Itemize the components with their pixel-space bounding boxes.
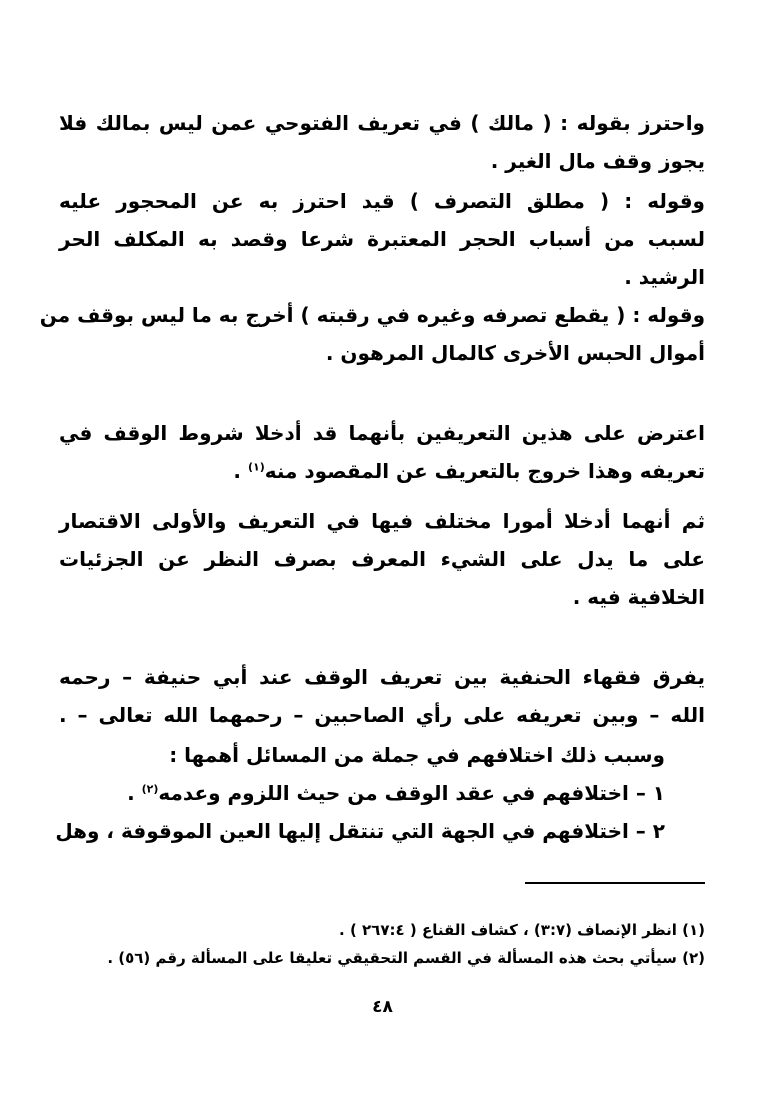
body-text: .: [127, 781, 142, 805]
list-item: [59, 778, 665, 808]
body-text: تعريفه وهذا خروج بالتعريف عن المقصود منه: [264, 459, 705, 483]
body-line: يفرق فقهاء الحنفية بين تعريف الوقف عند أبي حنيفة – رحمه: [59, 665, 705, 689]
body-line: ثم أنهما أدخلا أمورا مختلف فيها في التعريف والأولى الاقتصار: [59, 509, 705, 533]
footnote-ref: (٢): [141, 782, 159, 796]
footnote-separator: [525, 882, 705, 884]
body-line: واحترز بقوله : ( مالك ) في تعريف الفتوحي عمن ليس بمالك فلا: [59, 111, 705, 135]
body-line: يجوز وقف مال الغير .: [490, 149, 705, 173]
body-line: أموال الحبس الأخرى كالمال المرهون .: [325, 341, 705, 365]
body-line: لسبب من أسباب الحجر المعتبرة شرعا وقصد به المكلف الحر: [59, 227, 705, 251]
list-item: ٢ – اختلافهم في الجهة التي تنتقل إليها العين الموقوفة ، وهل: [55, 819, 665, 843]
body-line: على ما يدل على الشيء المعرف بصرف النظر عن الجزئيات: [59, 547, 705, 571]
body-text: ١ – اختلافهم في عقد الوقف من حيث اللزوم وعدمه: [158, 781, 665, 805]
body-line: الخلافية فيه .: [572, 585, 705, 609]
footnote: (١) انظر الإنصاف (٣:٧) ، كشاف القناع ( ٢٦٧:٤ ) .: [339, 921, 705, 939]
footnote-ref: (١): [247, 460, 265, 474]
body-line: الله – وبين تعريفه على رأي الصاحبين – رحمهما الله تعالى – .: [59, 703, 705, 727]
body-line: [59, 456, 705, 486]
body-text: .: [233, 459, 248, 483]
body-line: اعترض على هذين التعريفين بأنهما قد أدخلا شروط الوقف في: [59, 421, 705, 445]
body-line: وقوله : ( مطلق التصرف ) قيد احترز به عن المحجور عليه: [59, 189, 705, 213]
body-line: وسبب ذلك اختلافهم في جملة من المسائل أهمها :: [169, 743, 665, 767]
page-number: ٤٨: [372, 997, 393, 1017]
body-line: وقوله : ( يقطع تصرفه وغيره في رقبته ) أخرج به ما ليس بوقف من: [39, 303, 705, 327]
footnote: (٢) سيأتي بحث هذه المسألة في القسم التحقيقي تعليقا على المسألة رقم (٥٦) .: [107, 949, 705, 967]
body-line: الرشيد .: [624, 265, 705, 289]
